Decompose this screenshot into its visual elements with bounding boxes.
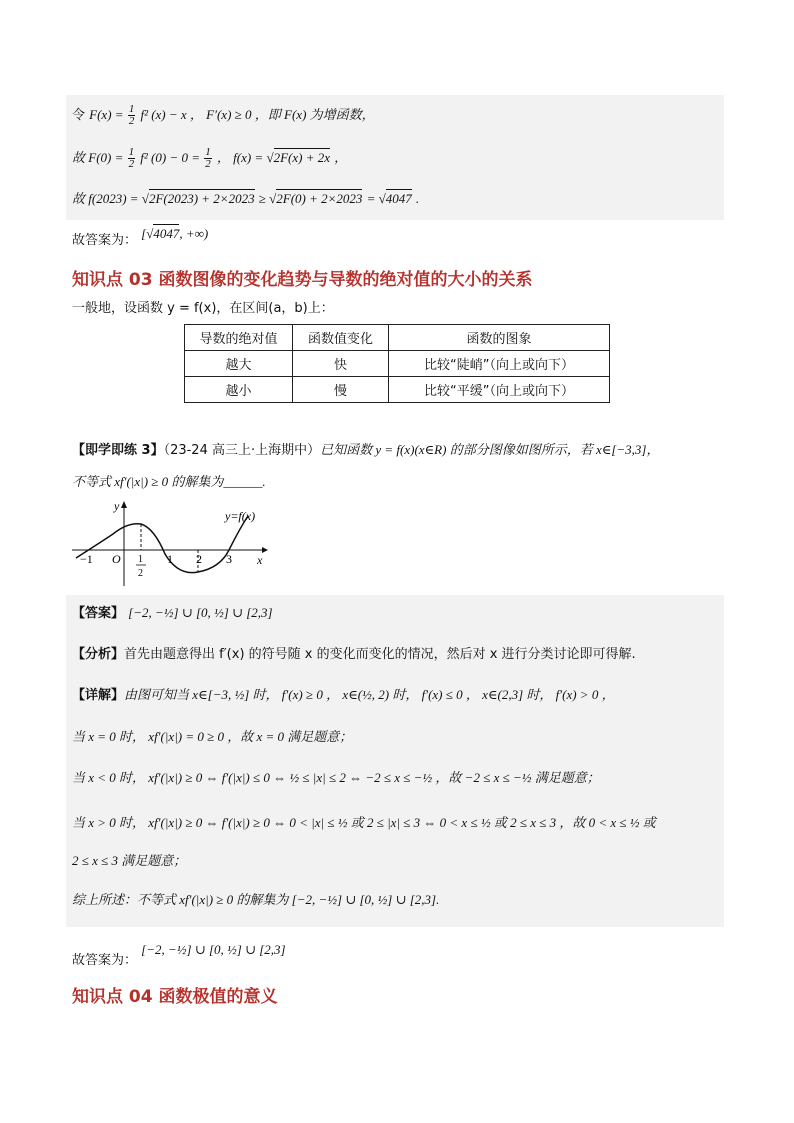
table-row: 越小 慢 比较“平缓”（向上或向下） bbox=[185, 377, 610, 403]
tick-label: 1 bbox=[167, 552, 173, 566]
summary-line: 综上所述：不等式 xf′(|x|) ≥ 0 的解集为 [−2, −½] ∪ [0, ½] ∪ [2,3]. bbox=[72, 892, 440, 907]
function-graph bbox=[68, 498, 268, 588]
function-label: y=f(x) bbox=[225, 509, 256, 523]
x-axis-label: x bbox=[257, 553, 263, 567]
proof-line-2: 故 F(0) = $\frac{1}{2}$ f² (0) − 0 = $\frac{1}{2}$ ， f(x) = √2F(x) + 2x ， bbox=[72, 146, 348, 170]
detail-line: 【详解】由图可知当 x∈[−3, ½] 时， f′(x) ≥ 0 ， x∈(½, 2) 时， f′(x) ≤ 0 ， x∈(2,3] 时， f′(x) > 0 ， bbox=[72, 687, 615, 703]
x-axis-arrow-icon bbox=[262, 547, 268, 553]
case-positive-line-1: 当 x > 0 时， xf′(|x|) ≥ 0 ⇔ f′(|x|) ≥ 0 ⇔ 0 < |x| ≤ ½ 或 2 ≤ |x| ≤ 3 ⇔ 0 < x ≤ ½ 或 2 ≤ x ≤ 3 ，故 0 < x ≤ ½ 或 bbox=[72, 815, 656, 830]
proof-line-1: 令 F(x) = $\frac{1}{2}$ f² (x) − x ， F′(x) ≥ 0 ，即 F(x) 为增函数， bbox=[72, 103, 375, 127]
section-3-title: 知识点 03 函数图像的变化趋势与导数的绝对值的大小的关系 bbox=[72, 270, 533, 290]
tick-label: −1 bbox=[80, 552, 93, 566]
answer-interval: [√4047, +∞) bbox=[141, 226, 209, 241]
case-positive-line-2: 2 ≤ x ≤ 3 满足题意； bbox=[72, 853, 187, 868]
answer-line: 【答案】 [−2, −½] ∪ [0, ½] ∪ [2,3] bbox=[72, 605, 273, 621]
origin-label: O bbox=[112, 552, 121, 566]
y-axis-label: y bbox=[114, 499, 120, 513]
half-tick-denominator: 2 bbox=[138, 568, 143, 579]
analysis-line: 【分析】首先由题意得出 f′(x) 的符号随 x 的变化而变化的情况，然后对 x 进行分类讨论即可得解. bbox=[72, 647, 636, 662]
curve bbox=[76, 516, 248, 573]
exercise-line-1: 【即学即练 3】（23-24 高三上·上海期中）已知函数 y = f(x)(x∈R) 的部分图像如图所示，若 x∈[−3,3]， bbox=[72, 442, 660, 458]
y-axis-arrow-icon bbox=[121, 501, 127, 508]
table-header-row: 导数的绝对值 函数值变化 函数的图象 bbox=[185, 325, 610, 351]
tick-label: 3 bbox=[226, 552, 232, 566]
table-row: 越大 快 比较“陡峭”（向上或向下） bbox=[185, 351, 610, 377]
fraction-half: $\frac{1}{2}$ bbox=[128, 103, 135, 127]
fraction-half: $\frac{1}{2}$ bbox=[128, 146, 135, 170]
proof-answer: 故答案为： [√4047, +∞) bbox=[72, 226, 209, 248]
section-3-intro: 一般地，设函数 y = f(x)，在区间(a，b)上： bbox=[72, 301, 334, 316]
section-4-title: 知识点 04 函数极值的意义 bbox=[72, 987, 278, 1007]
case-negative-line: 当 x < 0 时， xf′(|x|) ≥ 0 ⇔ f′(|x|) ≤ 0 ⇔ ½ ≤ |x| ≤ 2 ⇔ −2 ≤ x ≤ −½ ，故 −2 ≤ x ≤ −½ 满足题意； bbox=[72, 770, 600, 785]
derivative-table bbox=[184, 324, 610, 403]
exercise-line-2: 不等式 xf′(|x|) ≥ 0 的解集为______. bbox=[72, 474, 266, 489]
tick-label: 2 bbox=[196, 552, 202, 566]
fraction-half: $\frac{1}{2}$ bbox=[205, 146, 211, 170]
final-answer-line: 故答案为： [−2, −½] ∪ [0, ½] ∪ [2,3] bbox=[72, 942, 286, 968]
case-zero-line: 当 x = 0 时， xf′(|x|) = 0 ≥ 0 ，故 x = 0 满足题意； bbox=[72, 729, 353, 744]
proof-line-3: 故 f(2023) = √2F(2023) + 2×2023 ≥ √2F(0) + 2×2023 = √4047 . bbox=[72, 191, 420, 206]
half-tick-numerator: 1 bbox=[138, 554, 143, 565]
